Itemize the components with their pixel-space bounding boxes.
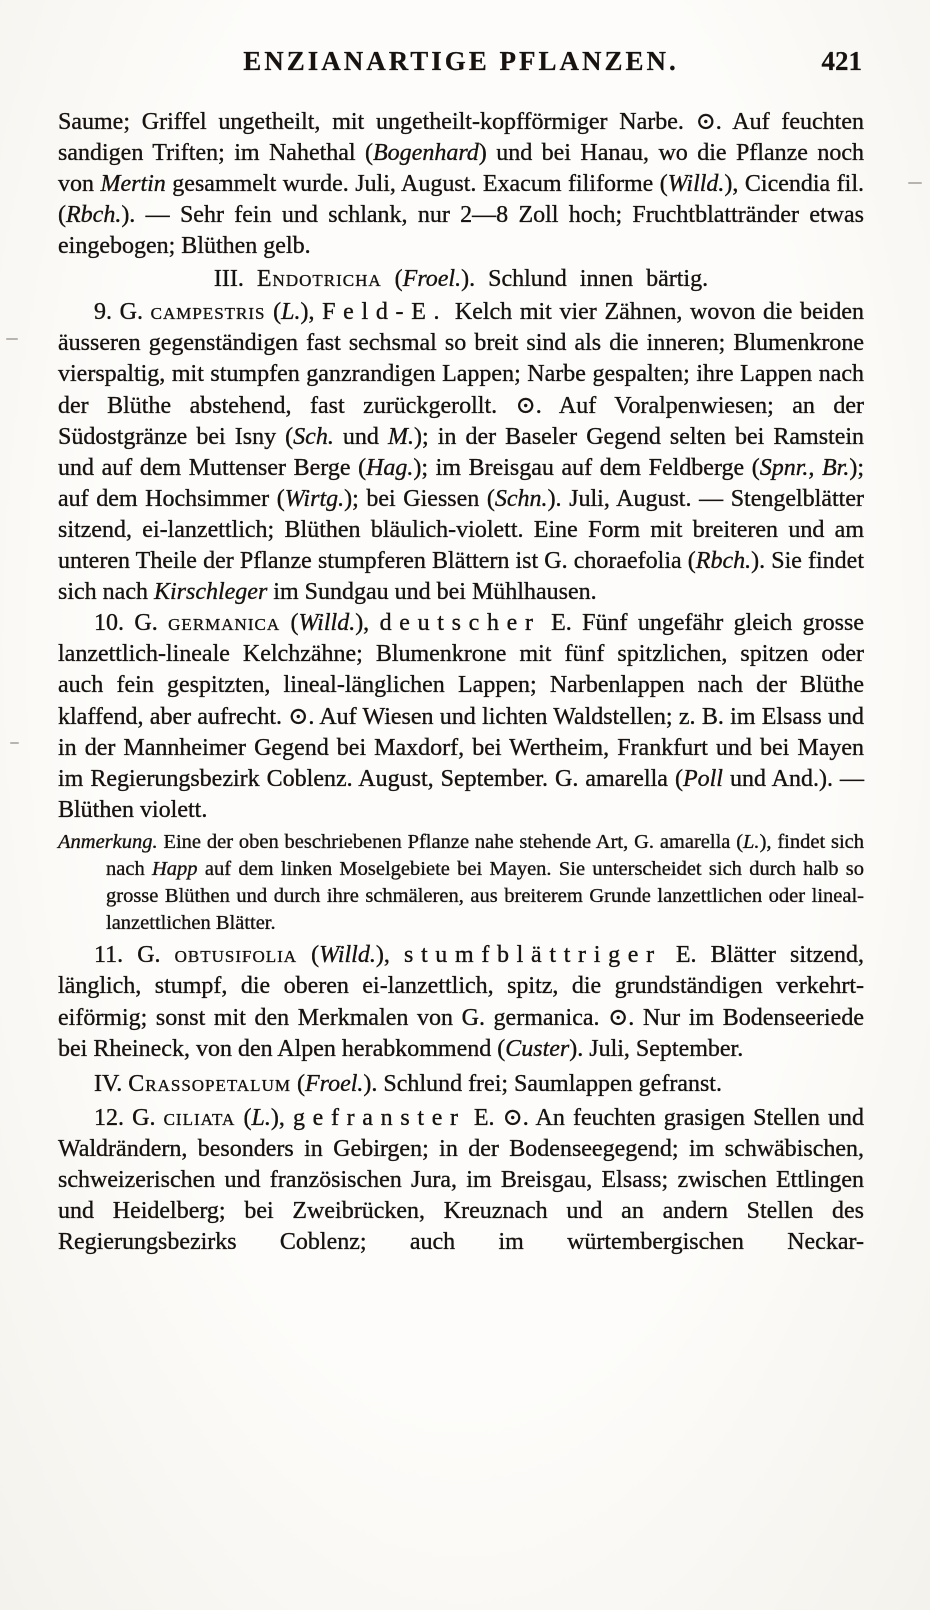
italic-citation: Poll <box>682 766 723 792</box>
italic-citation: L. <box>251 1105 271 1131</box>
scan-artifact <box>6 338 18 340</box>
text-run: . An feuchten grasigen Stellen und Waldrändern, besonders in Gebirgen; in der Bodenseegegend; im schwäbischen, schweizerischen und französischen Jura, im Breisgau, Elsass; zwischen Ettlingen und Heidelberg; bei Zweibrücken, Kreuznach und an andern Stellen des Regierungsbezirks Coblenz; auch im würtembergischen Neckar- <box>58 1105 864 1255</box>
italic-citation: Bogenhard <box>373 140 479 166</box>
text-run: . Auf Wiesen und lichten Waldstellen; z. B. im Elsass und in der Mannheimer Gegend bei Maxdorf, bei Wertheim, Frankfurt und bei Mayen im Regierungsbezirk Coblenz. August, September. G. amarella ( <box>58 704 864 792</box>
text-run: ), <box>300 299 323 325</box>
italic-citation: L. <box>281 299 301 325</box>
annual-plant-symbol: ⊙ <box>288 702 309 730</box>
text-run: ( <box>235 1105 252 1131</box>
text-run: ); im Breisgau auf dem Feldberge ( <box>413 455 760 481</box>
italic-citation: Custer <box>505 1036 570 1062</box>
paragraph-4-body <box>58 608 864 826</box>
italic-citation: Wirtg. <box>284 486 345 512</box>
italic-citation: Rbch. <box>66 202 122 228</box>
text-run: ). Juli, September. <box>569 1036 744 1062</box>
text-run: E. Fünf ungefähr gleich grosse lanzettlich-lineale Kelchzähne; Blumenkrone mit fünf spitzlichen, spitzen oder auch fein gespitzten, lineal-länglichen Lappen; Narbenlappen nach der Blüthe klaffend, aber aufrecht. <box>58 610 864 730</box>
paragraph-2-heading-center <box>58 264 864 295</box>
text-run: ( <box>290 1071 305 1097</box>
italic-citation: M. <box>387 424 414 450</box>
text-run: ( <box>381 266 403 292</box>
text-run: ), findet sich nach <box>106 831 864 880</box>
text-run: ) und bei Hanau, wo die Pflanze noch von <box>58 140 865 197</box>
annual-plant-symbol: ⊙ <box>695 107 716 135</box>
italic-citation: Kirschleger <box>153 579 268 605</box>
paragraph-6-body <box>58 940 864 1065</box>
italic-citation: Froel. <box>304 1071 364 1097</box>
text-run: ). Schlund innen bärtig. <box>461 266 709 292</box>
italic-citation: Happ <box>152 858 198 880</box>
text-run: Saume; Griffel ungetheilt, mit ungetheilt-kopfförmiger Narbe. <box>58 109 696 135</box>
scan-artifact <box>908 182 922 184</box>
text-run: ), <box>375 942 404 968</box>
text-run: im Sundgau und bei Mühlhausen. <box>267 579 597 605</box>
text-run: Eine der oben beschriebenen Pflanze nahe stehende Art, G. amarella ( <box>157 831 744 853</box>
italic-citation: Sch. <box>293 424 334 450</box>
italic-citation: Hag. <box>366 455 414 481</box>
paragraph-8-body <box>58 1102 864 1258</box>
text-column <box>58 106 864 1258</box>
page-number: 421 <box>821 46 862 76</box>
text-run: ( <box>297 942 320 968</box>
text-run: ), <box>355 610 380 636</box>
smallcaps-species-name: Endotricha <box>256 266 382 292</box>
text-run: ), <box>270 1105 293 1131</box>
paragraph-5-note <box>58 829 864 937</box>
italic-citation: Willd. <box>667 171 725 197</box>
text-run: ); bei Giessen ( <box>344 486 495 512</box>
running-title: ENZIANARTIGE PFLANZEN. <box>243 46 679 76</box>
italic-citation: Spnr., Br. <box>759 455 850 481</box>
text-run: ). Juli, August. — Stengelblätter sitzend, ei-lanzettlich; Blüthen bläulich-violett. Eine Form mit breiteren und am unteren Theile der Pflanze stumpferen Blättern ist G. choraefolia ( <box>58 486 864 574</box>
italic-citation: Willd. <box>298 610 356 636</box>
text-run: E. <box>465 1105 503 1131</box>
smallcaps-species-name: germanica <box>168 610 281 636</box>
text-run: . Auf feuchten sandigen Triften; im Nahethal ( <box>58 109 864 166</box>
text-run: und And.). — Blüthen violett. <box>58 766 864 823</box>
text-run: ), Cicendia fil. ( <box>58 171 865 228</box>
text-run: ( <box>265 299 282 325</box>
paragraph-7-heading-inline <box>58 1069 864 1100</box>
text-run: und <box>333 424 388 450</box>
text-run: . Nur im Bodenseeriede bei Rheineck, von den Alpen herabkommend ( <box>58 1005 864 1062</box>
text-run: ); auf dem Hochsimmer ( <box>58 455 865 512</box>
italic-citation: Willd. <box>319 942 376 968</box>
italic-citation: L. <box>743 831 760 853</box>
text-run: ). — Sehr fein und schlank, nur 2—8 Zoll hoch; Fruchtblattränder etwas eingebogen; Blüthen gelb. <box>58 202 864 259</box>
text-run: III. <box>213 266 257 292</box>
smallcaps-species-name: obtusifolia <box>174 942 298 968</box>
text-run: 9. G. <box>94 299 151 325</box>
smallcaps-species-name: ciliata <box>163 1105 236 1131</box>
text-run: IV. <box>94 1071 129 1097</box>
paragraph-1-continuation <box>58 106 864 262</box>
text-run: Kelch mit vier Zähnen, wovon die beiden äusseren gegenständigen fast sechsmal so breit sind als die inneren; Blumenkrone vierspaltig, mit stumpfen ganzrandigen Lappen; Narbe gespalten; ihre Lappen nach der Blüthe abstehend, fast zurückgerollt. <box>58 299 864 419</box>
letterspaced-name: Feld-E. <box>322 299 448 325</box>
letterspaced-name: gefranster <box>292 1105 466 1131</box>
annual-plant-symbol: ⊙ <box>608 1003 629 1031</box>
annual-plant-symbol: ⊙ <box>515 391 536 419</box>
italic-citation: Froel. <box>402 266 462 292</box>
text-run: . Auf Voralpenwiesen; an der Südostgränze bei Isny ( <box>58 393 864 450</box>
page-header <box>58 46 864 88</box>
paragraph-3-body <box>58 297 864 608</box>
text-run: auf dem linken Moselgebiete bei Mayen. Sie unterscheidet sich durch halb so grosse Blüthen und durch ihre schmäleren, aus breiterem Grunde lanzettlichen oder lineal-lanzettlichen Blätter. <box>106 858 864 934</box>
text-run: ). Sie findet sich nach <box>58 548 865 605</box>
italic-citation: Rbch. <box>695 548 752 574</box>
italic-citation: Mertin <box>100 171 166 197</box>
annual-plant-symbol: ⊙ <box>502 1103 523 1131</box>
text-run: 12. G. <box>94 1105 164 1131</box>
text-run: ). Schlund frei; Saumlappen gefranst. <box>363 1071 722 1097</box>
text-run: 11. G. <box>94 942 175 968</box>
scan-artifact <box>10 742 19 744</box>
text-run: gesammelt wurde. Juli, August. Exacum filiforme ( <box>165 171 668 197</box>
text-run: E. Blätter sitzend, länglich, stumpf, die oberen ei-lanzettlich, spitz, die grundständigen verkehrt-eiförmig; sonst mit den Merkmalen von G. germanica. <box>58 942 864 1031</box>
letterspaced-name: stumfblättriger <box>403 942 662 968</box>
text-run: ); in der Baseler Gegend selten bei Ramstein und auf dem Muttenser Berge ( <box>58 424 865 481</box>
italic-citation: Schn. <box>494 486 548 512</box>
smallcaps-species-name: Crassopetalum <box>128 1071 291 1097</box>
letterspaced-name: deutscher <box>379 610 541 636</box>
text-run: 10. G. <box>94 610 169 636</box>
text-run: ( <box>280 610 299 636</box>
smallcaps-species-name: campestris <box>150 299 266 325</box>
italic-citation: Anmerkung. <box>58 831 158 853</box>
